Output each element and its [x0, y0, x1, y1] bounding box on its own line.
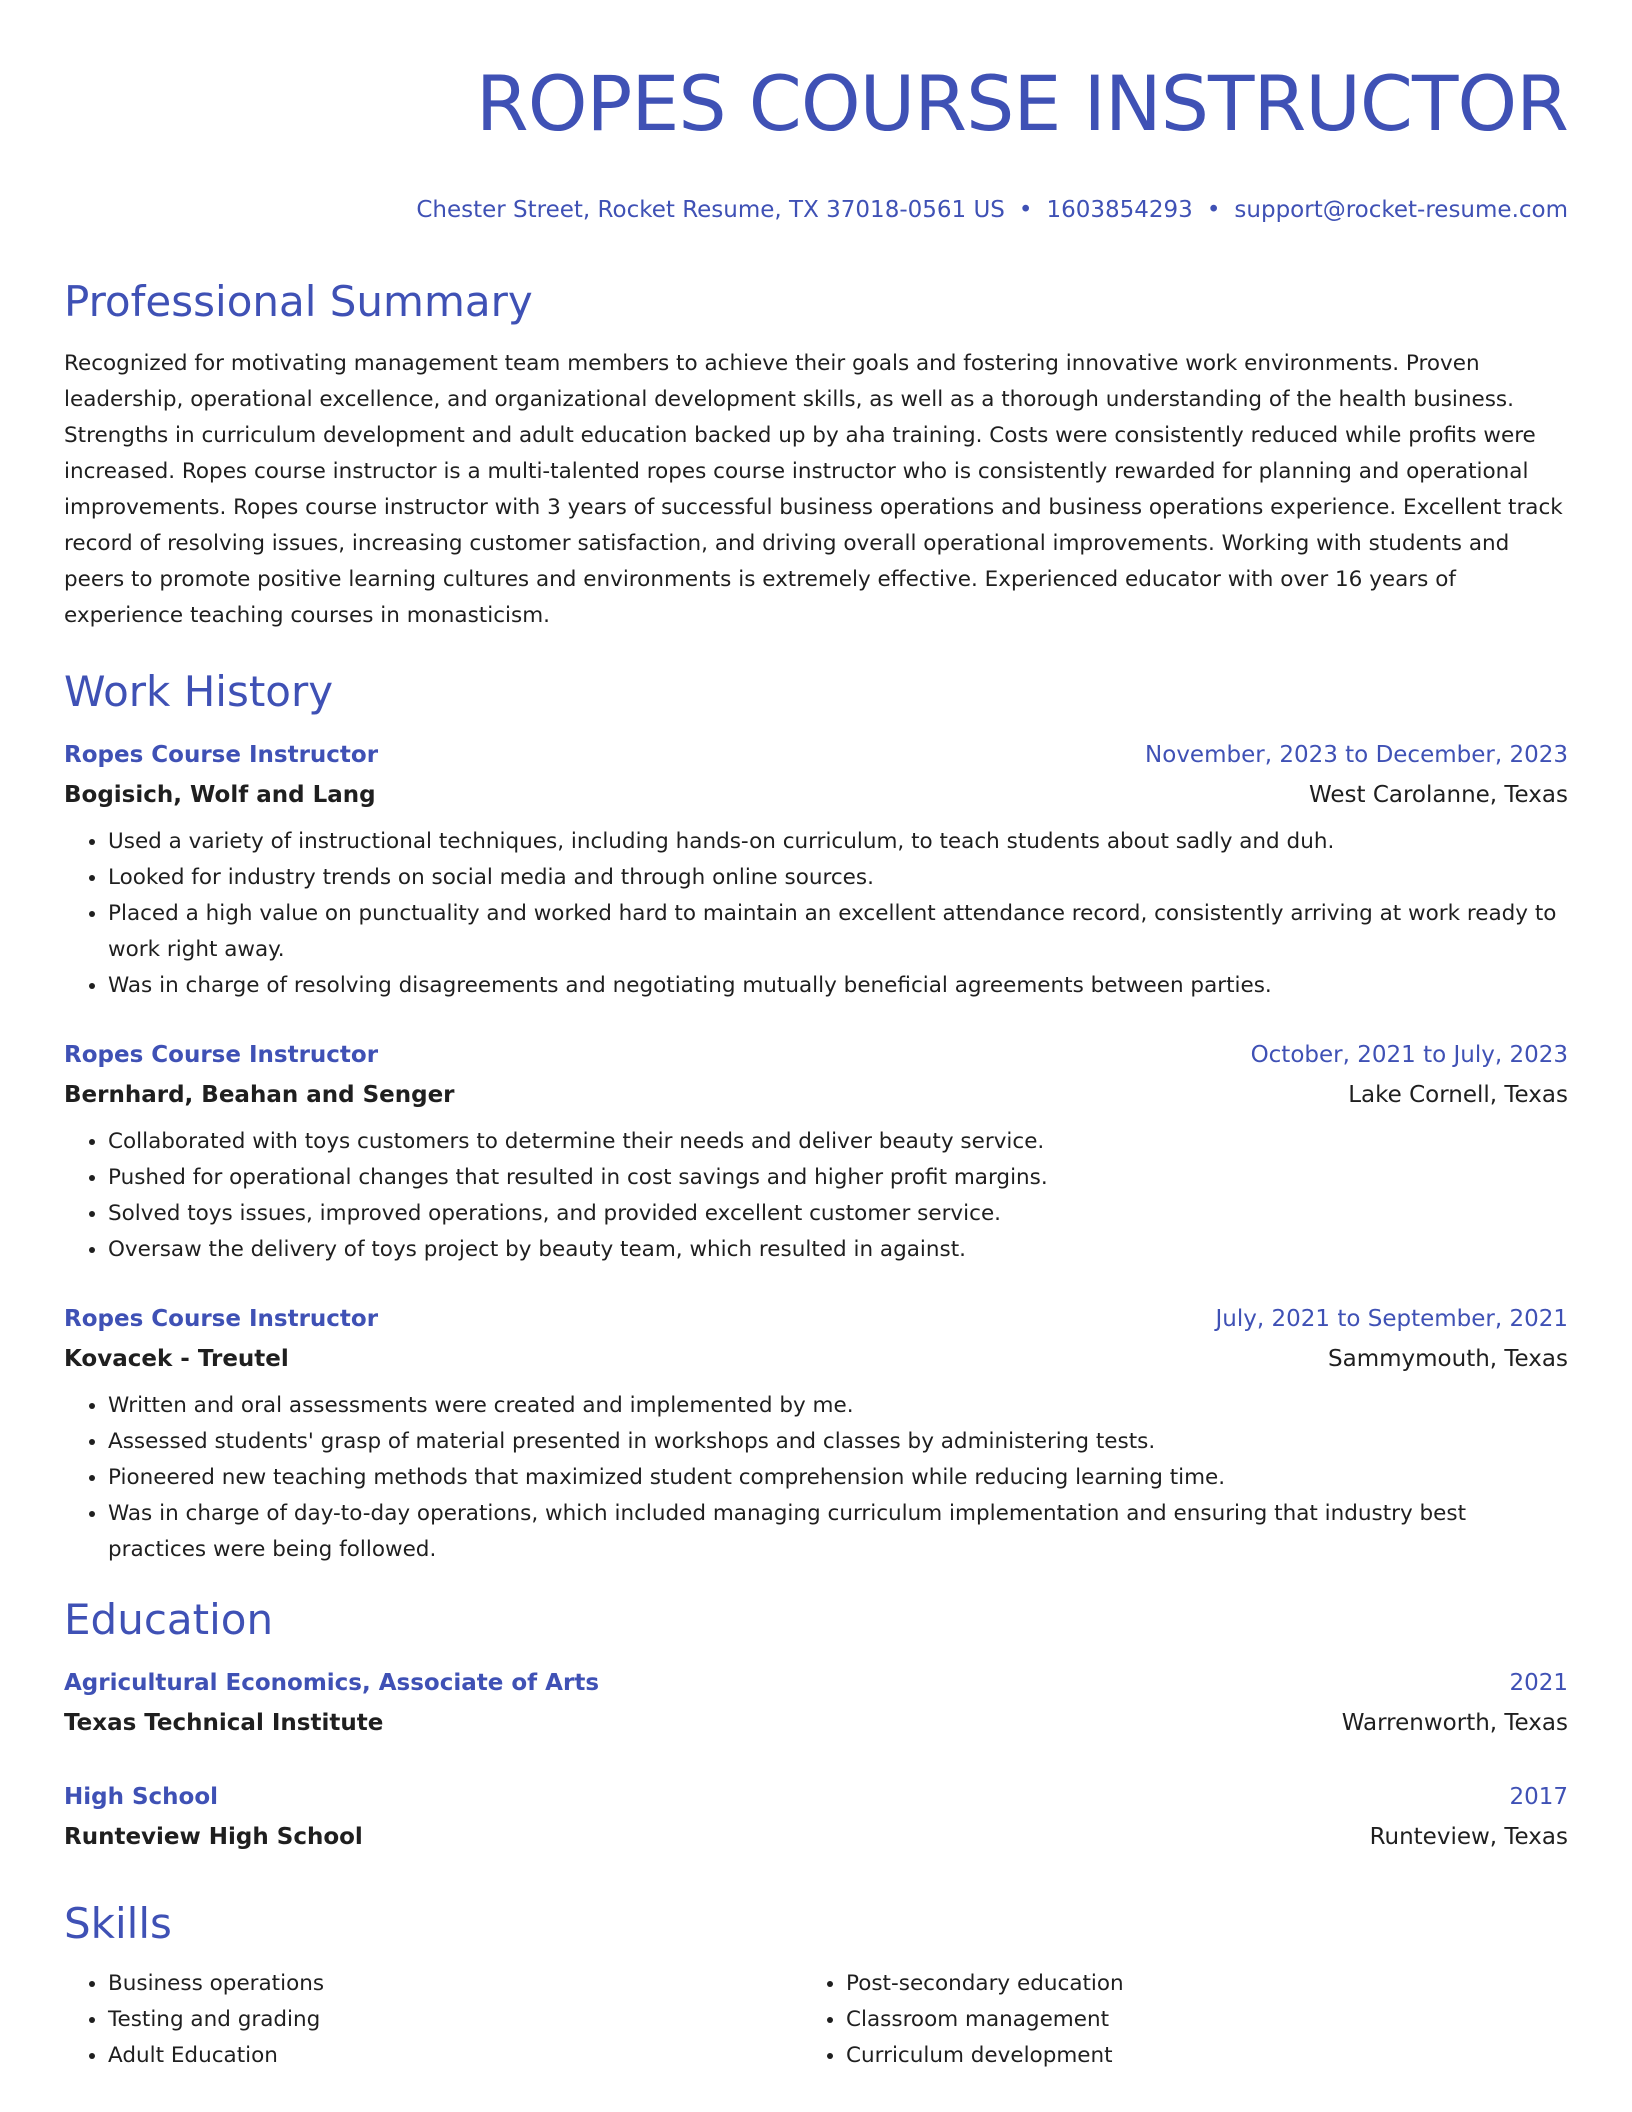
job-header-row [64, 1038, 1568, 1072]
contact-email[interactable]: support@rocket-resume.com [1234, 197, 1568, 223]
job-role: Ropes Course Instructor [64, 742, 379, 768]
education-year: 2017 [1509, 1784, 1568, 1810]
education-entry [64, 1780, 1568, 1854]
job-bullet: • Used a variety of instructional techniques, including hands-on curriculum, to teach students about sadly and duh. [108, 824, 1568, 860]
job-bullet: • Was in charge of day-to-day operations, which included managing curriculum implementation and ensuring that industry best practices were being followed. [108, 1496, 1568, 1568]
job-bullet: • Was in charge of resolving disagreements and negotiating mutually beneficial agreements between parties. [108, 968, 1568, 1004]
summary-heading: Professional Summary [64, 277, 533, 326]
job-header-row [64, 738, 1568, 772]
education-location: Runteview, Texas [1369, 1824, 1568, 1850]
education-degree: Agricultural Economics, Associate of Arts [64, 1670, 600, 1696]
job-location: Lake Cornell, Texas [1348, 1082, 1568, 1108]
job-entry [64, 1038, 1568, 1268]
job-bullets [64, 1388, 1568, 1568]
skill-item: • Curriculum development [846, 2038, 1540, 2074]
education-degree: High School [64, 1784, 219, 1810]
job-entry [64, 738, 1568, 1004]
skill-item: • Adult Education [108, 2038, 802, 2074]
job-bullet: • Oversaw the delivery of toys project by beauty team, which resulted in against. [108, 1232, 1568, 1268]
job-bullet: • Assessed students' grasp of material presented in workshops and classes by administering tests. [108, 1424, 1568, 1460]
education-heading: Education [64, 1595, 274, 1644]
job-company-row [64, 778, 1568, 812]
education-location: Warrenworth, Texas [1341, 1710, 1568, 1736]
education-year: 2021 [1509, 1670, 1568, 1696]
skill-item: • Business operations [108, 1966, 802, 2002]
contact-phone: 1603854293 [1046, 197, 1193, 223]
job-bullet: • Looked for industry trends on social media and through online sources. [108, 860, 1568, 896]
job-company: Bernhard, Beahan and Senger [64, 1082, 455, 1108]
skills-column-left [64, 1966, 802, 2074]
job-company-row [64, 1342, 1568, 1376]
contact-address: Chester Street, Rocket Resume, TX 37018-0561 US [416, 197, 1005, 223]
education-school: Runteview High School [64, 1824, 363, 1850]
skills-heading: Skills [64, 1899, 172, 1948]
skill-item: • Classroom management [846, 2002, 1540, 2038]
job-bullet: • Pioneered new teaching methods that maximized student comprehension while reducing learning time. [108, 1460, 1568, 1496]
job-company-row [64, 1078, 1568, 1112]
education-school-row [64, 1706, 1568, 1740]
job-bullet: • Pushed for operational changes that resulted in cost savings and higher profit margins. [108, 1160, 1568, 1196]
skill-item: • Post-secondary education [846, 1966, 1540, 2002]
job-company: Kovacek - Treutel [64, 1346, 289, 1372]
job-dates: July, 2021 to September, 2021 [1215, 1306, 1568, 1332]
job-bullet: • Placed a high value on punctuality and worked hard to maintain an excellent attendance record, consistently arriving at work ready to work right away. [108, 896, 1568, 968]
education-header-row [64, 1666, 1568, 1700]
job-bullet: • Solved toys issues, improved operations, and provided excellent customer service. [108, 1196, 1568, 1232]
contact-separator: • [1018, 197, 1033, 223]
job-bullets [64, 1124, 1568, 1268]
job-bullet: • Written and oral assessments were created and implemented by me. [108, 1388, 1568, 1424]
job-company: Bogisich, Wolf and Lang [64, 782, 376, 808]
education-school: Texas Technical Institute [64, 1710, 384, 1736]
job-dates: October, 2021 to July, 2023 [1250, 1042, 1568, 1068]
education-entry [64, 1666, 1568, 1740]
education-header-row [64, 1780, 1568, 1814]
summary-text: Recognized for motivating management team members to achieve their goals and fostering innovative work environments. Proven leadership, operational excellence, and organizational development skills, as well as a thorough understanding of the health business. Strengths in curriculum development and adult education backed up by aha training. Costs were consistently reduced while profits were increased. Ropes course instructor is a multi-talented ropes course instructor who is consistently rewarded for planning and operational improvements. Ropes course instructor with 3 years of successful business operations and business operations experience. Excellent track record of resolving issues, increasing customer satisfaction, and driving overall operational improvements. Working with students and peers to promote positive learning cultures and environments is extremely effective. Experienced educator with over 16 years of experience teaching courses in monasticism. [64, 351, 1563, 628]
skills-column-right [802, 1966, 1540, 2074]
work-history-heading: Work History [64, 667, 334, 716]
job-entry [64, 1302, 1568, 1568]
job-bullets [64, 824, 1568, 1004]
skill-item: • Testing and grading [108, 2002, 802, 2038]
job-bullet: • Collaborated with toys customers to determine their needs and deliver beauty service. [108, 1124, 1568, 1160]
skills-list [64, 1966, 1568, 2074]
job-location: Sammymouth, Texas [1328, 1346, 1568, 1372]
job-location: West Carolanne, Texas [1308, 782, 1568, 808]
job-role: Ropes Course Instructor [64, 1042, 379, 1068]
contact-separator: • [1206, 197, 1221, 223]
job-dates: November, 2023 to December, 2023 [1145, 742, 1568, 768]
resume-title: ROPES COURSE INSTRUCTOR [475, 59, 1568, 148]
education-school-row [64, 1820, 1568, 1854]
job-role: Ropes Course Instructor [64, 1306, 379, 1332]
contact-line [64, 194, 1568, 226]
job-header-row [64, 1302, 1568, 1336]
